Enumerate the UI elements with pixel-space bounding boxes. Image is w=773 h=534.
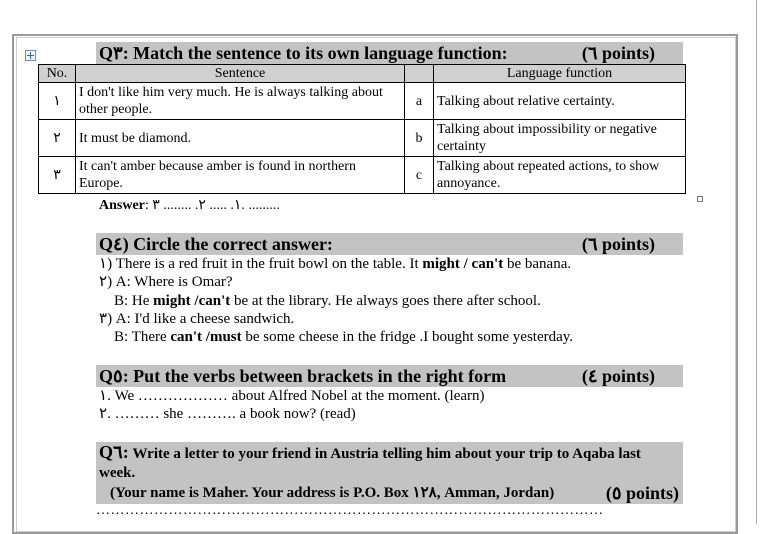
q4-item: ٣) A: I'd like a cheese sandwich. xyxy=(99,311,295,327)
q4-item: B: There can't /must be some cheese in the fridge .I bought some yesterday. xyxy=(114,329,574,345)
q6-address: (Your name is Maher. Your address is P.O. Box ١٢٨, Amman, Jordan) xyxy=(110,485,555,501)
q4-item: ١) There is a red fruit in the fruit bowl on the table. It might / can't be banana. xyxy=(99,256,572,272)
row-function: Talking about relative certainty. xyxy=(434,83,686,120)
q4-item: ٢) A: Where is Omar? xyxy=(99,274,233,290)
q5-title: Q٥: Put the verbs between brackets in the right form xyxy=(99,366,507,386)
q4-heading xyxy=(96,233,683,255)
table-resize-handle[interactable] xyxy=(697,196,703,202)
q6-prompt: Write a letter to your friend in Austria telling him about your trip to Aqaba last xyxy=(128,446,641,462)
row-function: Talking about repeated actions, to show annoyance. xyxy=(434,157,686,194)
row-number: ٣ xyxy=(39,157,76,194)
answer-blanks: : ١. ..... ٢. ........ ٣. ......... xyxy=(144,198,280,213)
row-letter: c xyxy=(405,157,434,194)
q6-label: Q٦: xyxy=(99,442,129,462)
q6-heading xyxy=(96,442,683,482)
q5-heading xyxy=(96,365,683,387)
q4-item: B: He might /can't be at the library. He always goes there after school. xyxy=(114,293,541,309)
row-sentence: I don't like him very much. He is always talking about other people. xyxy=(76,83,405,120)
q3-heading xyxy=(96,42,683,64)
q6-prompt-cont: week. xyxy=(99,465,136,481)
header-sentence: Sentence xyxy=(76,65,405,83)
q4-points: (٦ points) xyxy=(581,234,655,254)
header-no: No. xyxy=(39,65,76,83)
table-row xyxy=(39,83,686,120)
header-blank xyxy=(405,65,434,83)
row-letter: a xyxy=(405,83,434,120)
answer-line xyxy=(99,197,280,215)
q3-title: Q٣: Match the sentence to its own language function: xyxy=(99,43,508,63)
matching-table xyxy=(38,64,686,194)
table-header-row xyxy=(39,65,686,83)
q5-line: ٢. ……… she ………. a book now? (read) xyxy=(99,406,356,422)
writing-line: …………………………………………………………………………………………… xyxy=(96,503,604,518)
table-row xyxy=(39,157,686,194)
table-move-handle-icon[interactable] xyxy=(25,50,36,61)
row-number: ٢ xyxy=(39,120,76,157)
row-sentence: It must be diamond. xyxy=(76,120,405,157)
table-row xyxy=(39,120,686,157)
q5-line: ١. We ……………… about Alfred Nobel at the moment. (learn) xyxy=(99,388,485,404)
page-margin-line xyxy=(756,0,757,524)
row-function: Talking about impossibility or negative certainty xyxy=(434,120,686,157)
q4-title: Q٤) Circle the correct answer: xyxy=(99,234,333,254)
q6-points: (٥ points) xyxy=(605,483,679,503)
row-sentence: It can't amber because amber is found in northern Europe. xyxy=(76,157,405,194)
header-function: Language function xyxy=(434,65,686,83)
answer-label: Answer xyxy=(99,198,145,213)
row-number: ١ xyxy=(39,83,76,120)
row-letter: b xyxy=(405,120,434,157)
q5-points: (٤ points) xyxy=(581,366,655,386)
q3-points: (٦ points) xyxy=(581,43,655,63)
q6-details xyxy=(96,482,683,504)
